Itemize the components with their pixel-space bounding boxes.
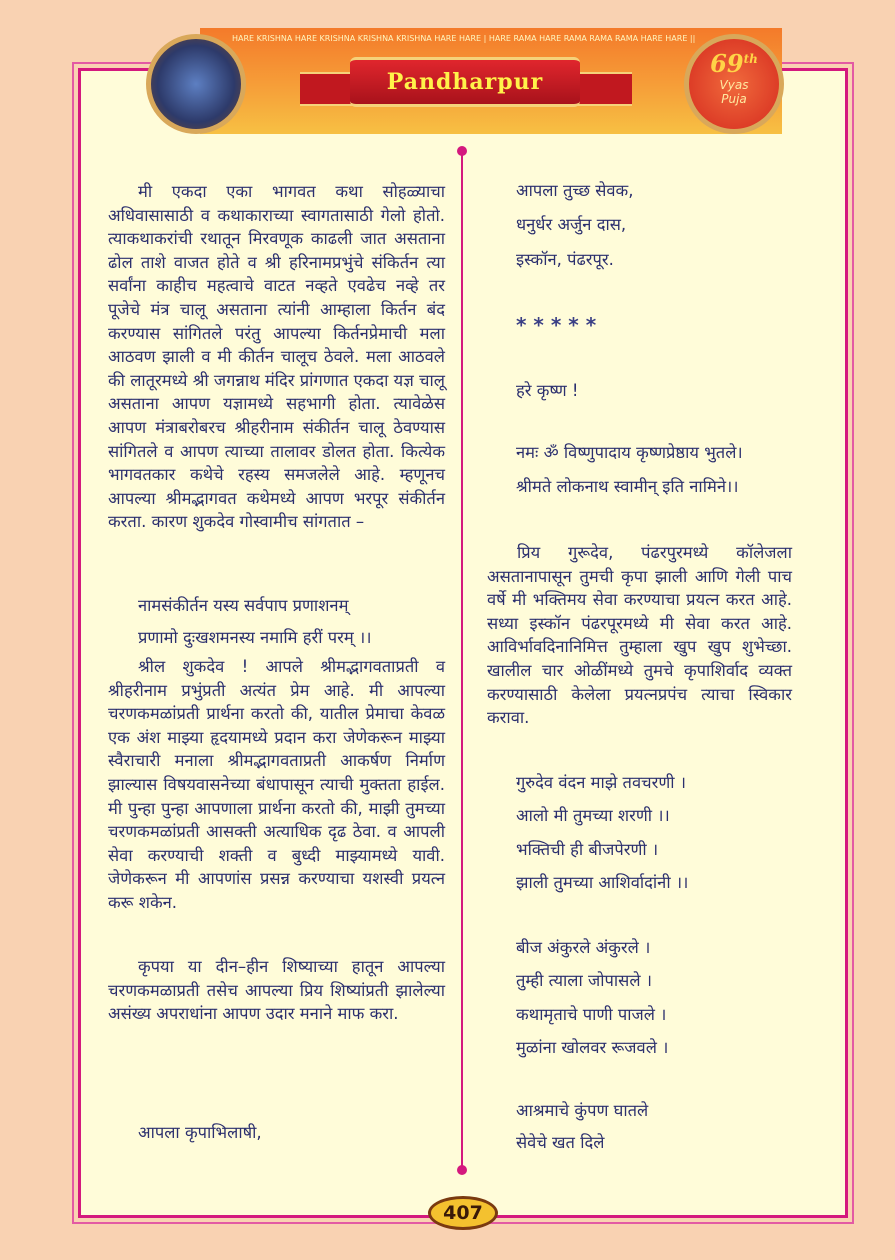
poem-line: तुम्ही त्याला जोपासले । [516, 971, 653, 990]
paragraph-2: श्रील शुकदेव ! आपले श्रीमद्भागवताप्रती व श्रीहरीनाम प्रभुंप्रती अत्यंत प्रेम आहे. मी आपल्या चरणकमळांप्रती प्रार्थना करतो की, यातील प्रेमाचा केवळ एक अंश माझ्या हृदयामध्ये प्रदान करा जेणेकरून माझ्या स्वैराचारी मनाला श्रीमद्भागवताप्रती आकर्षण निर्माण झाल्यास विषयवासनेच्या बंधापासून त्याची मुक्तता हाईल. मी पुन्हा पुन्हा आपणाला प्रार्थना करतो की, माझी तुमच्या चरणकमळांप्रती आसक्ती अत्याधिक दृढ ठेवा. व आपली सेवा करण्याची शक्ती व बुध्दी माझ्यामध्ये यावी. जेणेकरून मी आपणांस प्रसन्न करण्याचा यशस्वी प्रयत्न करू शकेन. [108, 657, 445, 912]
paragraph-3: कृपया या दीन–हीन शिष्याच्या हातून आपल्या चरणकमळाप्रती तसेच आपल्या प्रिय शिष्यांप्रती झालेल्या असंख्य अपराधांना आपण उदार मनाने माफ करा. [108, 957, 445, 1024]
page-title: Pandharpur [386, 69, 544, 95]
badge-number: 69 [710, 49, 744, 78]
deity-medallion [146, 34, 246, 134]
poem-line: आलो मी तुमच्या शरणी ।। [516, 806, 670, 825]
mantra-line-2: श्रीमते लोकनाथ स्वामीन् इति नामिने।। [516, 477, 739, 496]
paragraph-1: मी एकदा एका भागवत कथा सोहळ्याचा अधिवासासाठी व कथाकाराच्या स्वागतासाठी गेलो होतो. त्याकथाकरांची रथातून मिरवणूक काढली जात असताना ढोल ताशे वाजत होते व श्री हरिनामप्रभुंचे संकिर्तन त्या सर्वांना काहीच महत्वाचे वाटत नव्हते एवढेच नव्हे तर पूजेचे मंत्र चालू असताना त्यांनी आम्हाला किर्तन बंद करण्यास सांगितले परंतु आपल्या किर्तनप्रेमाची मला आठवण झाली व मी कीर्तन चालूच ठेवले. मला आठवले की लातूरमध्ये श्री जगन्नाथ मंदिर प्रांगणात एकदा यज्ञ चालू असताना आपण यज्ञामध्ये सहभागी होता. त्यावेळेस आपण मंत्राबरोबरच श्रीहरीनाम संकीर्तन चालू ठेवण्यास सांगितले व आपण त्याच्या तालावर डोलत होता. कित्येक भागवतकार कथेचे रहस्य समजलेले आहे. म्हणूनच आपल्या श्रीमद्भागवत कथेमध्ये आपण भरपूर संकीर्तन करता. कारण शुकदेव गोस्वामीच सांगतात – [108, 182, 445, 532]
left-column-3 [108, 955, 445, 1026]
right-paragraph-block [487, 541, 792, 730]
ribbon-tail-right [572, 72, 632, 106]
poem-line: सेवेचे खत दिले [516, 1133, 605, 1152]
vyas-puja-badge [684, 34, 784, 134]
title-ribbon [350, 57, 580, 107]
poem-line: मुळांना खोलवर रूजवले । [516, 1038, 669, 1057]
greeting: हरे कृष्ण ! [516, 381, 579, 400]
poem-line: भक्तिची ही बीजपेरणी । [516, 840, 659, 859]
badge-sup: th [743, 52, 758, 66]
poem-line: बीज अंकुरले अंकुरले । [516, 938, 651, 957]
divider-dot-top [457, 146, 467, 156]
mantra-line-1: नमः ॐ विष्णुपादाय कृष्णप्रेष्ठाय भुतले। [516, 443, 743, 462]
badge-line2: Puja [721, 92, 747, 106]
badge-line1: Vyas [719, 78, 749, 92]
closing-line: आपला कृपाभिलाषी, [138, 1123, 262, 1142]
poem-line: झाली तुमच्या आशिर्वादांनी ।। [516, 873, 689, 892]
left-column [108, 180, 445, 534]
page-number: 407 [428, 1196, 498, 1230]
signature-line-2: धनुर्धर अर्जुन दास, [516, 215, 627, 234]
header-chant: HARE KRISHNA HARE KRISHNA KRISHNA KRISHNA HARE HARE | HARE RAMA HARE RAMA RAMA RAMA HARE HARE || [232, 34, 696, 43]
poem-line: गुरुदेव वंदन माझे तवचरणी । [516, 773, 687, 792]
signature-line-1: आपला तुच्छ सेवक, [516, 181, 634, 200]
right-paragraph: प्रिय गुरूदेव, पंढरपुरमध्ये कॉलेजला असतानापासून तुमची कृपा झाली आणि गेली पाच वर्षे मी भक्तिमय सेवा करण्याचा प्रयत्न करत आहे. सध्या इस्कॉन पंढरपूरमध्ये मी सेवा करत आहे. आविर्भावदिनानिमित्त तुम्हाला खुप खुप शुभेच्छा. खालील चार ओळींमध्ये तुमचे कृपाशिर्वाद व्यक्त करण्यासाठी केलेला प्रयत्नप्रपंच त्याचा स्विकार करावा. [487, 543, 792, 728]
signature-line-3: इस्कॉन, पंढरपूर. [516, 250, 614, 269]
poem-line: कथामृताचे पाणी पाजले । [516, 1005, 667, 1024]
verse-line-2: प्रणामो दुःखशमनस्य नमामि हरीं परम् ।। [138, 628, 372, 647]
poem-line: आश्रमाचे कुंपण घातले [516, 1101, 649, 1120]
divider-dot-bottom [457, 1165, 467, 1175]
column-divider [461, 150, 463, 1170]
separator-stars: * * * * * [516, 313, 597, 337]
verse-line-1: नामसंकीर्तन यस्य सर्वपाप प्रणाशनम् [138, 596, 349, 615]
left-column-2 [108, 655, 445, 915]
